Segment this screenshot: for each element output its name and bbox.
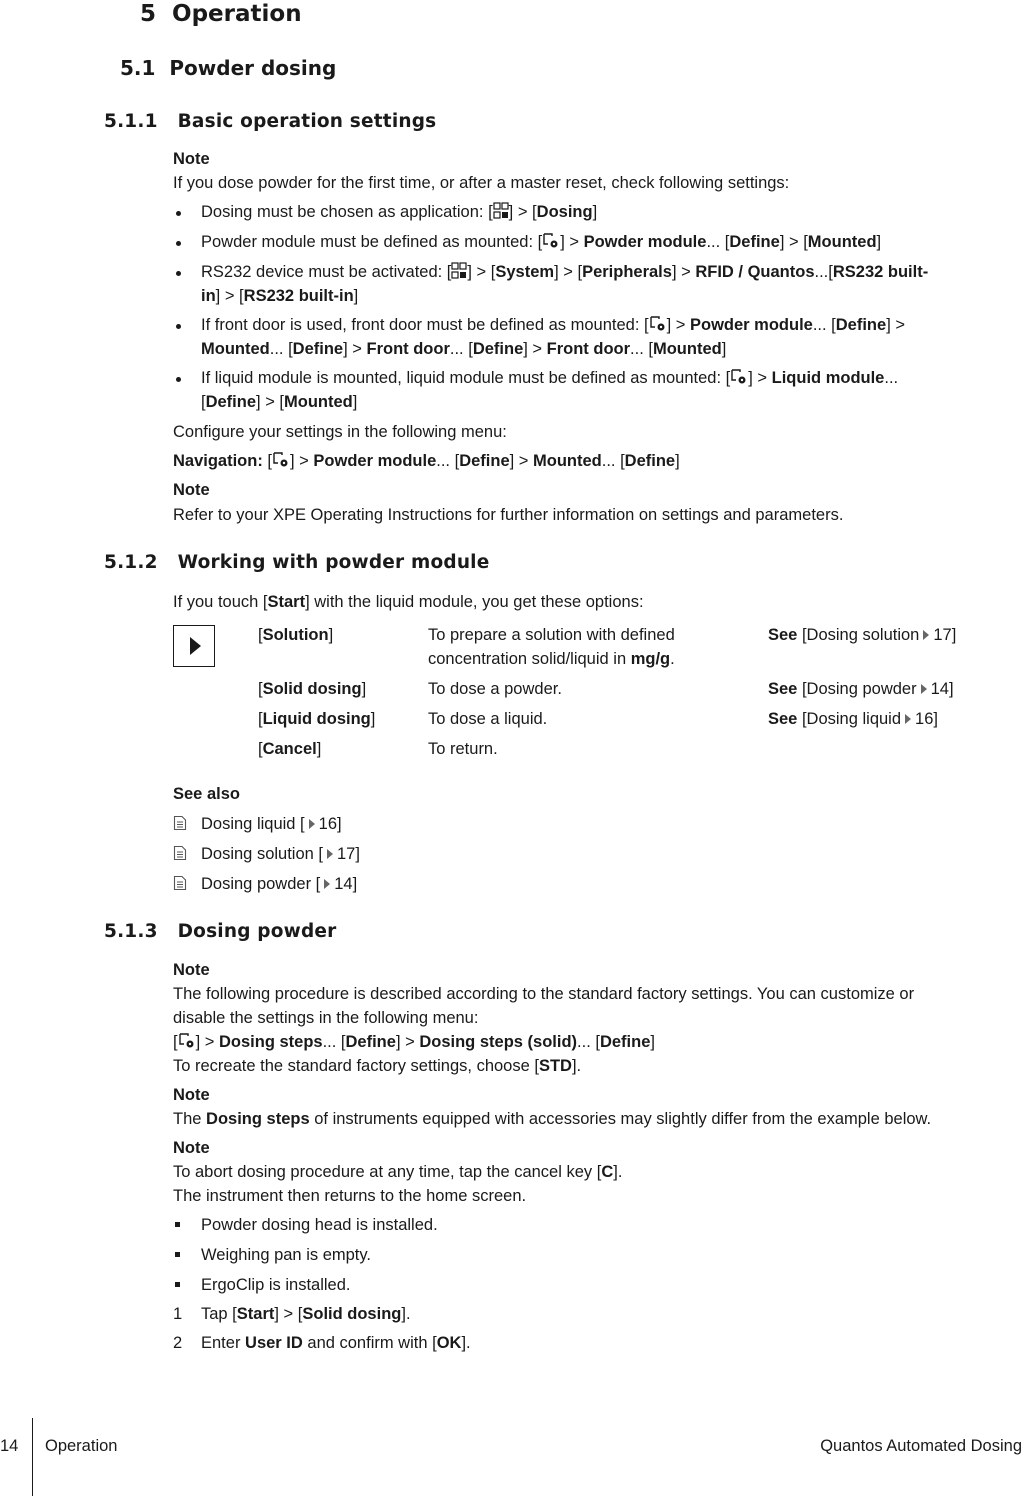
option-liquid-dosing: [Liquid dosing] <box>258 710 376 728</box>
bullet-dot <box>176 324 181 329</box>
option-desc: To prepare a solution with defined <box>428 626 675 644</box>
navigation-line: Navigation: [ ] > Powder module... [Define] > Mounted... [Define] <box>173 452 680 470</box>
arrow-right-icon <box>324 879 330 889</box>
link-dosing-solution[interactable]: Dosing solution [ 17] <box>201 845 360 863</box>
see-link-solution[interactable]: See [Dosing solution 17] <box>768 626 957 644</box>
heading-number: 5.1.2 <box>104 552 158 573</box>
refer-text: Refer to your XPE Operating Instructions for further information on settings and parameters. <box>173 506 844 524</box>
configure-text: Configure your settings in the following menu: <box>173 423 507 441</box>
procedure-text-cont: disable the settings in the following menu: <box>173 1009 479 1027</box>
arrow-right-icon <box>921 684 927 694</box>
heading-text: Operation <box>172 1 302 27</box>
document-icon <box>173 815 187 831</box>
requirement-item: ErgoClip is installed. <box>201 1276 351 1294</box>
step-1: Tap [Start] > [Solid dosing]. <box>201 1305 411 1323</box>
option-cancel: [Cancel] <box>258 740 322 758</box>
bullet-front-door-cont: Mounted... [Define] > Front door... [Define] > Front door... [Mounted] <box>201 340 727 358</box>
heading-text: Working with powder module <box>177 552 490 573</box>
option-desc: To dose a liquid. <box>428 710 548 728</box>
footer-divider <box>32 1418 33 1496</box>
abort-text: To abort dosing procedure at any time, tap the cancel key [C]. <box>173 1163 623 1181</box>
bullet-liquid-module: If liquid module is mounted, liquid module must be defined as mounted: [ ] > Liquid module... <box>201 369 899 387</box>
link-dosing-liquid[interactable]: Dosing liquid [ 16] <box>201 815 342 833</box>
heading-number: 5.1.3 <box>104 921 158 942</box>
arrow-right-icon <box>923 630 929 640</box>
heading-number: 5 <box>140 1 157 27</box>
heading-text: Dosing powder <box>177 921 337 942</box>
step-2: Enter User ID and confirm with [OK]. <box>201 1334 471 1352</box>
bullet-dosing-application: Dosing must be chosen as application: [ ] > [Dosing] <box>201 203 598 221</box>
see-link-liquid[interactable]: See [Dosing liquid 16] <box>768 710 938 728</box>
dosing-steps-menu: [ ] > Dosing steps... [Define] > Dosing steps (solid)... [Define] <box>173 1033 655 1051</box>
section-heading-5-1-3 <box>104 920 336 944</box>
options-intro: If you touch [Start] with the liquid module, you get these options: <box>173 593 644 611</box>
dosing-steps-note: The Dosing steps of instruments equipped with accessories may slightly differ from the example below. <box>173 1110 932 1128</box>
heading-text: Basic operation settings <box>177 111 437 132</box>
bullet-rs232: RS232 device must be activated: [ ] > [System] > [Peripherals] > RFID / Quantos...[RS232 built- <box>201 263 929 281</box>
step-number: 1 <box>173 1305 183 1323</box>
requirement-marker <box>175 1252 180 1257</box>
note-label: Note <box>173 1086 210 1104</box>
bullet-front-door: If front door is used, front door must be defined as mounted: [ ] > Powder module... [Define] > <box>201 316 906 334</box>
requirement-marker <box>175 1222 180 1227</box>
option-desc-cont: concentration solid/liquid in mg/g. <box>428 650 675 668</box>
apps-icon <box>451 262 467 280</box>
arrow-right-icon <box>327 849 333 859</box>
option-desc: To dose a powder. <box>428 680 562 698</box>
intro-text: If you dose powder for the first time, or after a master reset, check following settings: <box>173 174 790 192</box>
settings-icon <box>730 368 748 386</box>
footer-section: Operation <box>45 1437 118 1455</box>
link-dosing-powder[interactable]: Dosing powder [ 14] <box>201 875 358 893</box>
see-link-powder[interactable]: See [Dosing powder 14] <box>768 680 954 698</box>
heading-number: 5.1.1 <box>104 111 158 132</box>
home-screen-text: The instrument then returns to the home screen. <box>173 1187 527 1205</box>
page-number: 14 <box>0 1437 19 1455</box>
arrow-right-icon <box>309 819 315 829</box>
section-heading-5-1-1 <box>104 110 436 134</box>
apps-icon <box>493 202 509 220</box>
requirement-item: Powder dosing head is installed. <box>201 1216 438 1234</box>
option-solution: [Solution] <box>258 626 334 644</box>
start-play-icon <box>173 625 215 667</box>
requirement-marker <box>175 1282 180 1287</box>
bullet-dot <box>176 241 181 246</box>
bullet-dot <box>176 377 181 382</box>
note-label: Note <box>173 481 210 499</box>
footer-title: Quantos Automated Dosing <box>820 1437 1022 1455</box>
chapter-heading <box>140 0 302 28</box>
bullet-dot <box>176 211 181 216</box>
option-desc: To return. <box>428 740 498 758</box>
arrow-right-icon <box>905 714 911 724</box>
option-solid-dosing: [Solid dosing] <box>258 680 367 698</box>
requirement-item: Weighing pan is empty. <box>201 1246 371 1264</box>
bullet-powder-module: Powder module must be defined as mounted: [ ] > Powder module... [Define] > [Mounted] <box>201 233 882 251</box>
settings-icon <box>178 1032 196 1050</box>
note-label: Note <box>173 150 210 168</box>
document-icon <box>173 845 187 861</box>
heading-text: Powder dosing <box>169 56 337 80</box>
settings-icon <box>272 451 290 469</box>
bullet-dot <box>176 271 181 276</box>
bullet-rs232-cont: in] > [RS232 built-in] <box>201 287 359 305</box>
recreate-text: To recreate the standard factory settings, choose [STD]. <box>173 1057 582 1075</box>
procedure-text: The following procedure is described according to the standard factory settings. You can customize or <box>173 985 915 1003</box>
step-number: 2 <box>173 1334 183 1352</box>
settings-icon <box>649 315 667 333</box>
note-label: Note <box>173 961 210 979</box>
bullet-liquid-module-cont: [Define] > [Mounted] <box>201 393 358 411</box>
settings-icon <box>542 232 560 250</box>
note-label: Note <box>173 1139 210 1157</box>
section-heading-5-1 <box>120 55 336 81</box>
heading-number: 5.1 <box>120 56 156 80</box>
document-icon <box>173 875 187 891</box>
see-also-label: See also <box>173 785 240 803</box>
section-heading-5-1-2 <box>104 551 489 575</box>
